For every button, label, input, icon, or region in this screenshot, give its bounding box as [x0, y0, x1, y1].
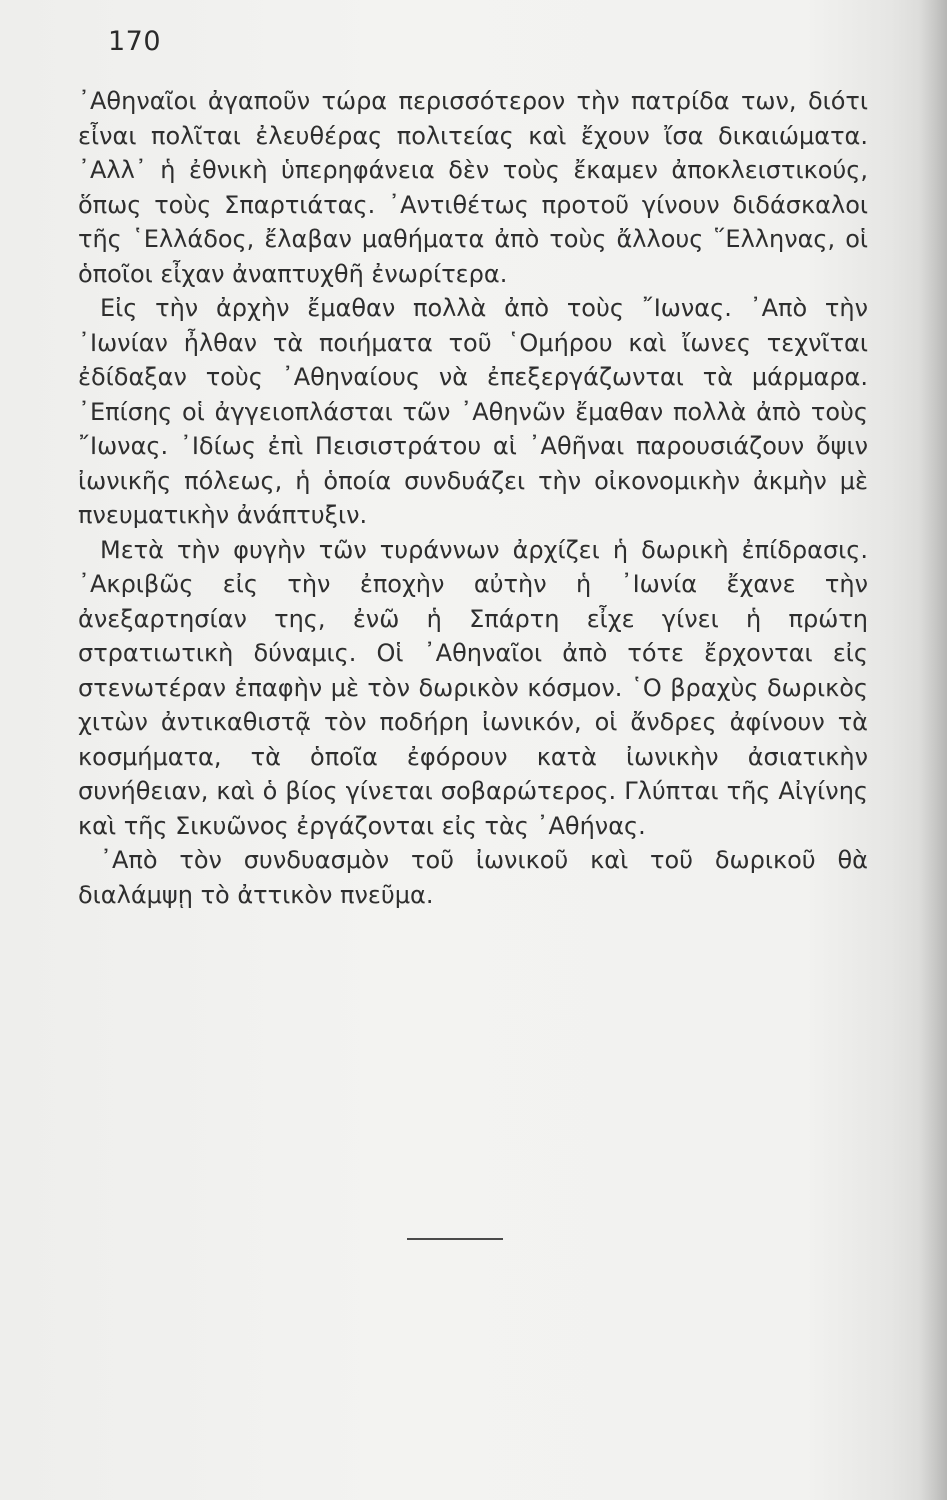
paragraph-4: ᾿Απὸ τὸν συνδυασμὸν τοῦ ἰωνικοῦ καὶ τοῦ δωρικοῦ θὰ διαλάμψῃ τὸ ἀττικὸν πνεῦμα.	[78, 846, 868, 909]
body-text	[78, 84, 868, 912]
section-end-rule	[407, 1238, 503, 1240]
page-number: 170	[108, 26, 162, 57]
paragraph-3: Μετὰ τὴν φυγὴν τῶν τυράννων ἀρχίζει ἡ δωρικὴ ἐπίδρασις. ᾿Ακριβῶς εἰς τὴν ἐποχὴν αὐτὴν ἡ ᾿Ιωνία ἔχανε τὴν ἀνεξαρτησίαν της, ἐνῶ ἡ Σπάρτη εἶχε γίνει ἡ πρώτη στρατιωτικὴ δύναμις. Οἱ ᾿Αθηναῖοι ἀπὸ τότε ἔρχονται εἰς στενωτέραν ἐπαφὴν μὲ τὸν δωρικὸν κόσμον. ῾Ο βραχὺς δωρικὸς χιτὼν ἀντικαθιστᾷ τὸν ποδήρη ἰωνικόν, οἱ ἄνδρες ἀφίνουν τὰ κοσμήματα, τὰ ὁποῖα ἐφόρουν κατὰ ἰωνικὴν ἀσιατικὴν συνήθειαν, καὶ ὁ βίος γίνεται σοβαρώτερος. Γλύπται τῆς Αἰγίνης καὶ τῆς Σικυῶνος ἐργάζονται εἰς τὰς ᾿Αθήνας.	[78, 535, 868, 840]
paragraph-2: Εἰς τὴν ἀρχὴν ἔμαθαν πολλὰ ἀπὸ τοὺς ῎Ιωνας. ᾿Απὸ τὴν ᾿Ιωνίαν ἦλθαν τὰ ποιήματα τοῦ ῾Ομήρου καὶ ἴωνες τεχνῖται ἐδίδαξαν τοὺς ᾿Αθηναίους νὰ ἐπεξεργάζωνται τὰ μάρμαρα. ᾿Επίσης οἱ ἀγγειοπλάσται τῶν ᾿Αθηνῶν ἔμαθαν πολλὰ ἀπὸ τοὺς ῎Ιωνας. ᾿Ιδίως ἐπὶ Πεισιστράτου αἱ ᾿Αθῆναι παρουσιάζουν ὄψιν ἰωνικῆς πόλεως, ἡ ὁποία συνδυάζει τὴν οἰκονομικὴν ἀκμὴν μὲ πνευματικὴν ἀνάπτυξιν.	[78, 294, 868, 529]
paragraph-1: ᾿Αθηναῖοι ἀγαποῦν τώρα περισσότερον τὴν πατρίδα των, διότι εἶναι πολῖται ἐλευθέρας πολιτείας καὶ ἔχουν ἴσα δικαιώματα. ᾿Αλλ᾿ ἡ ἐθνικὴ ὑπερηφάνεια δὲν τοὺς ἔκαμεν ἀποκλειστικούς, ὅπως τοὺς Σπαρτιάτας. ᾿Αντιθέτως προτοῦ γίνουν διδάσκαλοι τῆς ῾Ελλάδος, ἔλαβαν μαθήματα ἀπὸ τοὺς ἄλλους ῞Ελληνας, οἱ ὁποῖοι εἶχαν ἀναπτυχθῆ ἐνωρίτερα.	[78, 87, 868, 288]
page-edge-shadow	[919, 0, 947, 1500]
